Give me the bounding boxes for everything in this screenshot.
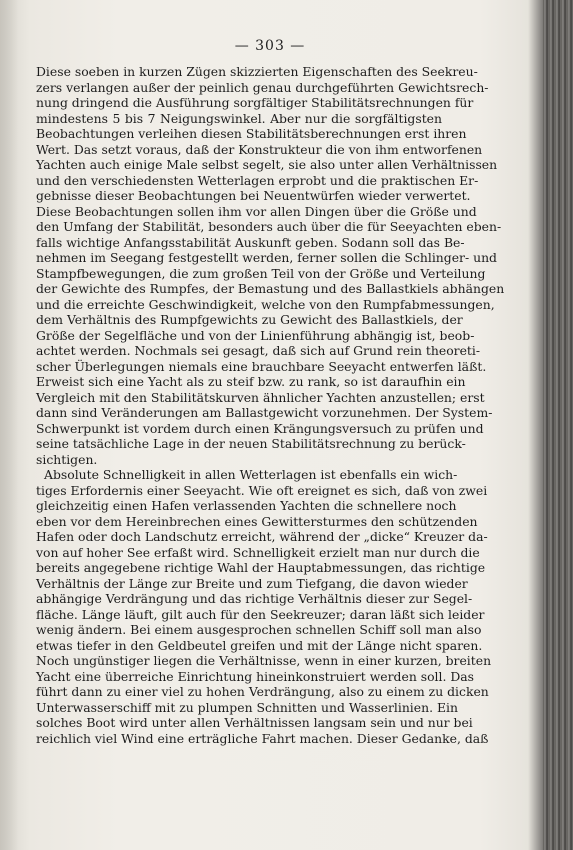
text-line: Erweist sich eine Yacht als zu steif bzw. zu rank, so ist daraufhin ein bbox=[36, 374, 466, 389]
text-line: Schwerpunkt ist vordem durch einen Krängungsversuch zu prüfen und bbox=[36, 420, 484, 436]
text-line: bereits angegebene richtige Wahl der Hauptabmessungen, das richtige bbox=[36, 560, 486, 575]
text-line: führt dann zu einer viel zu hohen Verdrängung, also zu einem zu dicken bbox=[36, 684, 489, 699]
text-line: seine tatsächliche Lage in der neuen Stabilitätsrechnung zu berück- bbox=[36, 436, 466, 451]
text-line: wenig ändern. Bei einem ausgesprochen schnellen Schiff soll man also bbox=[36, 622, 482, 637]
text-line: und die erreichte Geschwindigkeit, welche von den Rumpfabmessungen, bbox=[36, 296, 495, 312]
text-line: dem Verhältnis des Rumpfgewichts zu Gewicht des Ballastkiels, der bbox=[36, 312, 463, 327]
paragraph-2 bbox=[36, 467, 492, 746]
text-line: etwas tiefer in den Geldbeutel greifen und mit der Länge nicht sparen. bbox=[36, 637, 483, 653]
text-line: Hafen oder doch Landschutz erreicht, während der „dicke“ Kreuzer da- bbox=[36, 529, 488, 544]
text-line: gebnisse dieser Beobachtungen bei Neuentwürfen wieder verwertet. bbox=[36, 188, 471, 203]
text-line: achtet werden. Nochmals sei gesagt, daß sich auf Grund rein theoreti- bbox=[36, 343, 481, 358]
text-line: nung dringend die Ausführung sorgfältiger Stabilitätsrechnungen für bbox=[36, 95, 474, 110]
text-line: Beobachtungen verleihen diesen Stabilitätsberechnungen erst ihren bbox=[36, 126, 467, 141]
text-line: von auf hoher See erfaßt wird. Schnelligkeit erzielt man nur durch die bbox=[36, 544, 480, 560]
body-text bbox=[36, 64, 505, 746]
text-line: Vergleich mit den Stabilitätskurven ähnlicher Yachten anzustellen; erst bbox=[36, 389, 485, 405]
text-line: Wert. Das setzt voraus, daß der Konstrukteur die von ihm entworfenen bbox=[36, 141, 483, 157]
text-line: falls wichtige Anfangsstabilität Auskunft geben. Sodann soll das Be- bbox=[36, 234, 465, 250]
text-line: fläche. Länge läuft, gilt auch für den Seekreuzer; daran läßt sich leider bbox=[36, 606, 485, 622]
text-line: tiges Erfordernis einer Seeyacht. Wie oft ereignet es sich, daß von zwei bbox=[36, 482, 488, 498]
text-line: mindestens 5 bis 7 Neigungswinkel. Aber nur die sorgfältigsten bbox=[36, 110, 442, 126]
text-line: Yacht eine überreiche Einrichtung hineinkonstruiert werden soll. Das bbox=[36, 668, 475, 684]
text-line: den Umfang der Stabilität, besonders auch über die für Seeyachten eben- bbox=[36, 219, 502, 234]
text-line: Noch ungünstiger liegen die Verhältnisse, wenn in einer kurzen, breiten bbox=[36, 653, 492, 668]
text-line: Yachten auch einige Male selbst segelt, sie also unter allen Verhältnissen bbox=[36, 157, 498, 172]
text-line: und den verschiedensten Wetterlagen erprobt und die praktischen Er- bbox=[36, 172, 479, 188]
text-line: eben vor dem Hereinbrechen eines Gewittersturmes den schützenden bbox=[36, 513, 478, 529]
text-line: abhängige Verdrängung und das richtige Verhältnis dieser zur Segel- bbox=[36, 591, 473, 606]
text-line: Absolute Schnelligkeit in allen Wetterlagen ist ebenfalls ein wich- bbox=[44, 467, 458, 482]
text-line: Verhältnis der Länge zur Breite und zum Tiefgang, die davon wieder bbox=[36, 575, 468, 591]
text-line: Diese Beobachtungen sollen ihm vor allen Dingen über die Größe und bbox=[36, 203, 477, 219]
text-line: nehmen im Seegang festgestellt werden, ferner sollen die Schlinger- und bbox=[36, 250, 497, 265]
text-line: gleichzeitig einen Hafen verlassenden Yachten die schnellere noch bbox=[36, 498, 457, 513]
text-line: dann sind Veränderungen am Ballastgewicht vorzunehmen. Der System- bbox=[36, 405, 493, 420]
page-edge-stack bbox=[543, 0, 573, 850]
page-number: — 303 — bbox=[234, 38, 306, 54]
text-line: scher Überlegungen niemals eine brauchbare Seeyacht entwerfen läßt. bbox=[36, 358, 487, 374]
paragraph-1 bbox=[36, 64, 505, 467]
text-line: Größe der Segelfläche und von der Linienführung abhängig ist, beob- bbox=[36, 327, 475, 343]
text-line: solches Boot wird unter allen Verhältnissen langsam sein und nur bei bbox=[36, 715, 473, 730]
text-line: sichtigen. bbox=[36, 451, 98, 467]
text-line: reichlich viel Wind eine erträgliche Fahrt machen. Dieser Gedanke, daß bbox=[36, 730, 489, 746]
text-line: der Gewichte des Rumpfes, der Bemastung und des Ballastkiels abhängen bbox=[36, 281, 505, 296]
text-line: zers verlangen außer der peinlich genau durchgeführten Gewichtsrech- bbox=[36, 79, 489, 95]
book-gutter-shadow bbox=[0, 0, 18, 850]
text-line: Diese soeben in kurzen Zügen skizzierten Eigenschaften des Seekreu- bbox=[36, 64, 478, 79]
text-line: Stampfbewegungen, die zum großen Teil von der Größe und Verteilung bbox=[36, 265, 486, 281]
text-line: Unterwasserschiff mit zu plumpen Schnitten und Wasserlinien. Ein bbox=[36, 699, 458, 715]
